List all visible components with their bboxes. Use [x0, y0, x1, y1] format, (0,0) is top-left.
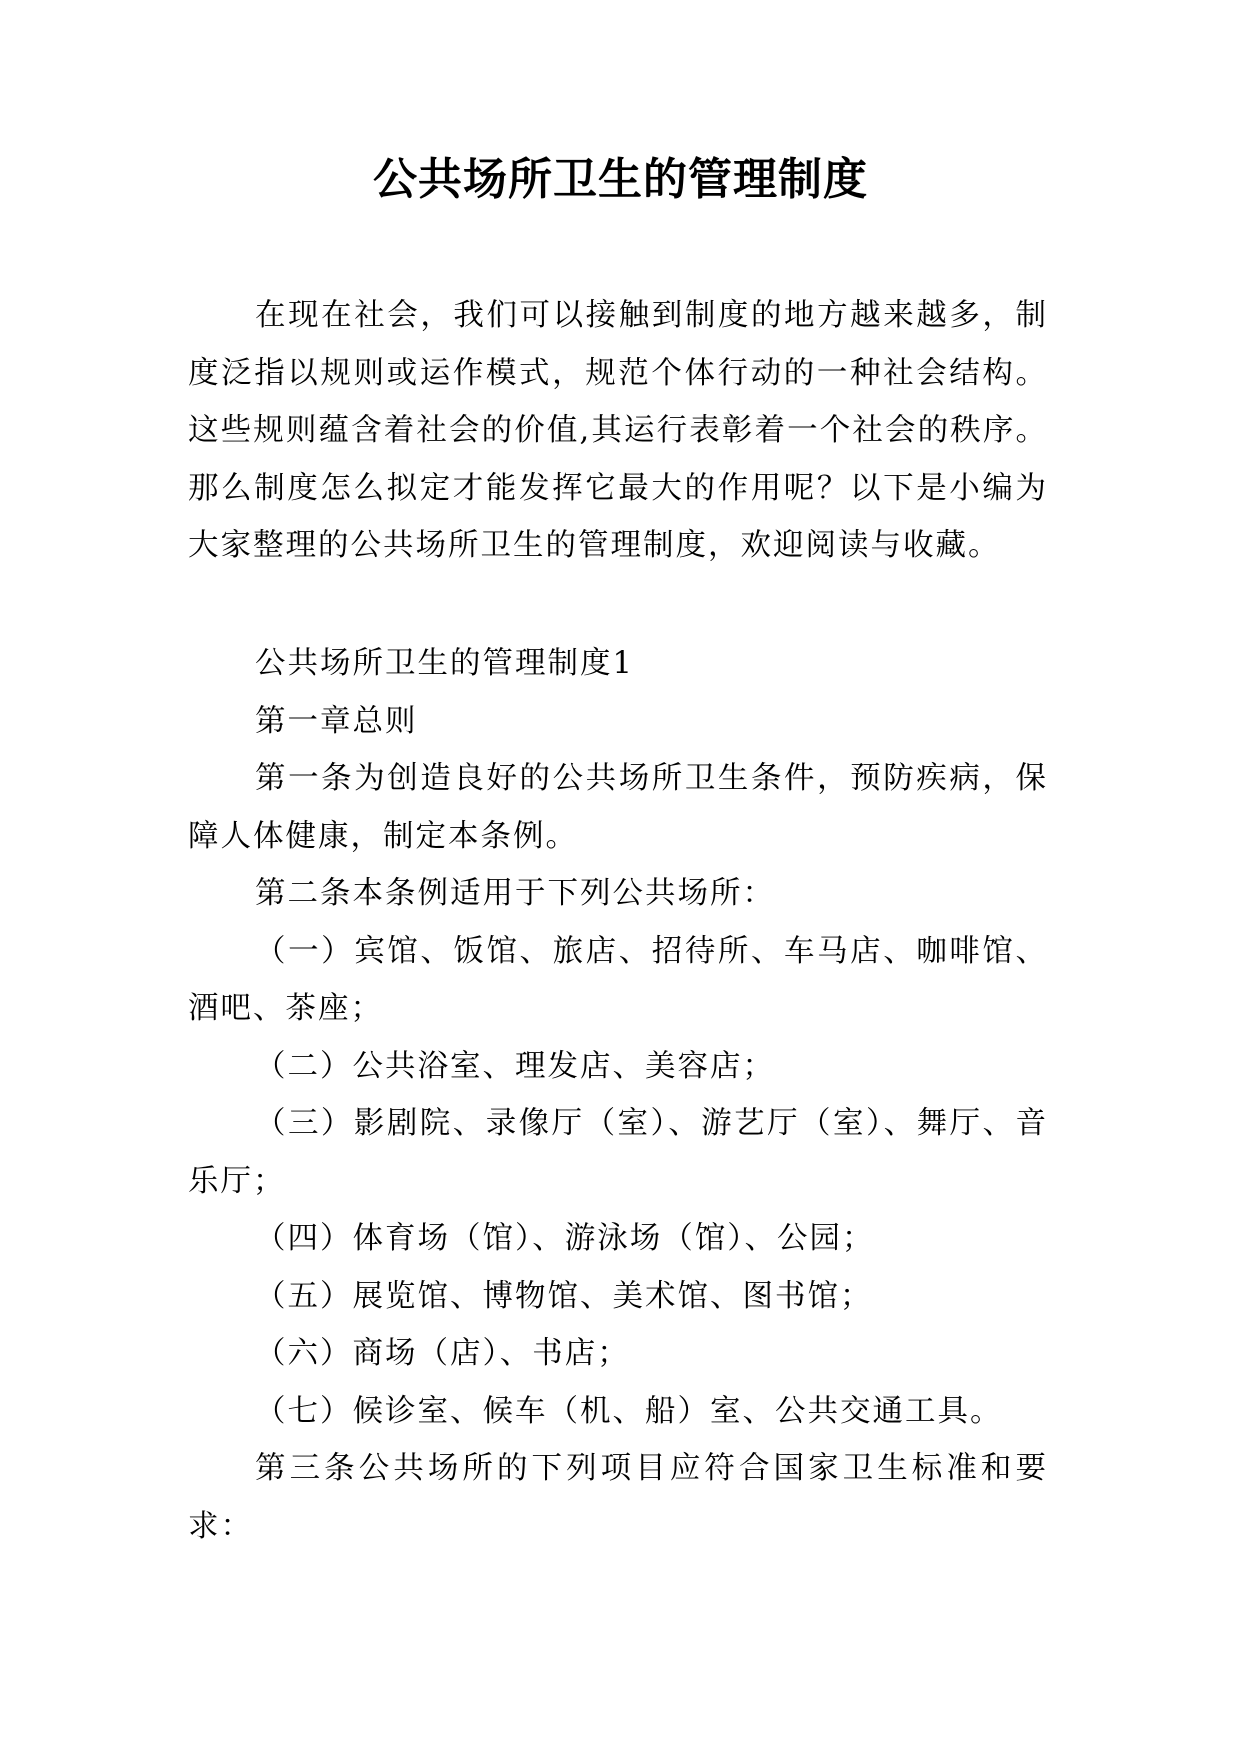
- chapter-heading: 第一章总则: [255, 703, 418, 739]
- list-item: （七）候诊室、候车（机、船）室、公共交通工具。: [255, 1393, 1003, 1429]
- list-item: （四）体育场（馆）、游泳场（馆）、公园；: [255, 1221, 875, 1256]
- list-item: （三）影剧院、录像厅（室）、游艺厅（室）、舞厅、音乐厅；: [188, 1106, 1048, 1199]
- article-paragraph: 第一条为创造良好的公共场所卫生条件，预防疾病，保障人体健康，制定本条例。: [188, 761, 1048, 854]
- section-heading: 公共场所卫生的管理制度1: [255, 646, 634, 681]
- intro-paragraph: 在现在社会，我们可以接触到制度的地方越来越多，制度泛指以规则或运作模式，规范个体行动的一种社会结构。这些规则蕴含着社会的价值,其运行表彰着一个社会的秩序。那么制度怎么拟定才能发挥它最大的作用呢？以下是小编为大家整理的公共场所卫生的管理制度，欢迎阅读与收藏。: [188, 298, 1048, 563]
- document-body: [188, 635, 1048, 1555]
- list-item: （一）宾馆、饭馆、旅店、招待所、车马店、咖啡馆、酒吧、茶座；: [188, 933, 1048, 1026]
- document-title: 公共场所卫生的管理制度: [373, 154, 868, 205]
- article-paragraph: 第二条本条例适用于下列公共场所：: [255, 876, 775, 911]
- list-item: （二）公共浴室、理发店、美容店；: [255, 1048, 775, 1084]
- article-paragraph: 第三条公共场所的下列项目应符合国家卫生标准和要求：: [188, 1451, 1048, 1544]
- list-item: （六）商场（店）、书店；: [255, 1336, 630, 1371]
- list-item: （五）展览馆、博物馆、美术馆、图书馆；: [255, 1278, 873, 1314]
